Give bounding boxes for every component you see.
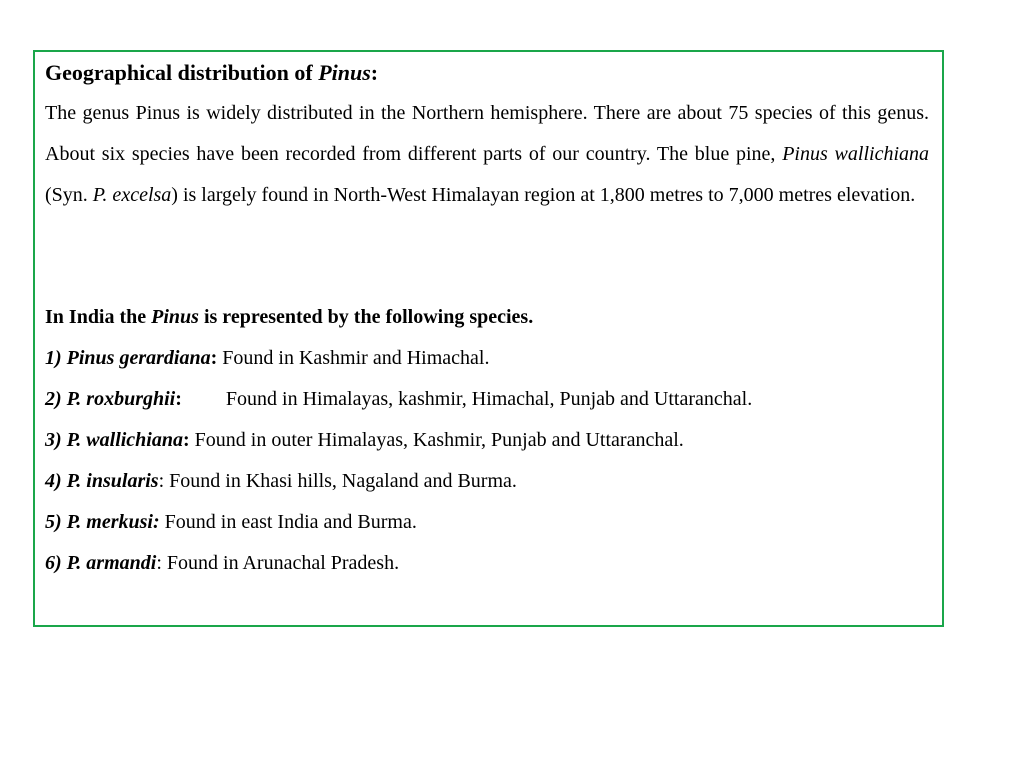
india-heading-after: is represented by the following species. (198, 306, 534, 328)
species-separator: : (158, 470, 165, 492)
species-description: Found in Khasi hills, Nagaland and Burma. (164, 470, 517, 492)
india-heading-genus: Pinus (151, 306, 199, 328)
intro-blue-pine: Pinus wallichiana (782, 143, 929, 165)
intro-part2: (Syn. (45, 184, 93, 206)
species-description: Found in east India and Burma. (159, 511, 417, 533)
species-description: Found in Arunachal Pradesh. (161, 552, 400, 574)
species-description: Found in outer Himalayas, Kashmir, Punjab and Uttaranchal. (189, 429, 684, 451)
species-separator: : (183, 429, 190, 451)
intro-paragraph (45, 93, 929, 216)
species-separator: : (210, 347, 218, 369)
species-separator: : (175, 388, 182, 410)
title-colon: : (370, 60, 379, 85)
india-heading-before: In India the (45, 306, 152, 328)
title-text: Geographical distribution of (45, 60, 319, 85)
title-genus: Pinus (318, 60, 371, 85)
species-item-gerardiana (45, 344, 489, 372)
species-description: Found in Kashmir and Himachal. (217, 347, 490, 369)
species-name: 3) P. wallichiana (45, 429, 183, 451)
species-name: 5) P. merkusi: (45, 511, 160, 533)
india-species-heading (45, 303, 533, 331)
species-item-merkusi (45, 508, 417, 536)
page-title (45, 58, 378, 88)
species-description: Found in Himalayas, kashmir, Himachal, Punjab and Uttaranchal. (225, 388, 753, 410)
species-item-wallichiana (45, 426, 684, 454)
species-separator: : (156, 552, 162, 574)
species-name: 4) P. insularis (45, 470, 159, 492)
species-item-armandi (45, 549, 399, 577)
species-item-roxburghii (45, 385, 752, 413)
intro-synonym: P. excelsa (92, 184, 172, 206)
intro-part1: The genus Pinus is widely distributed in the Northern hemisphere. There are about 75 species of this genus. About six species have been recorded from different parts of our country. The blue pine, (45, 102, 929, 165)
species-name: 2) P. roxburghii (45, 388, 176, 410)
species-name: 1) Pinus gerardiana (45, 347, 211, 369)
intro-part3: ) is largely found in North-West Himalayan region at 1,800 metres to 7,000 metres elevation. (171, 184, 916, 206)
species-item-insularis (45, 467, 517, 495)
species-name: 6) P. armandi (45, 552, 157, 574)
